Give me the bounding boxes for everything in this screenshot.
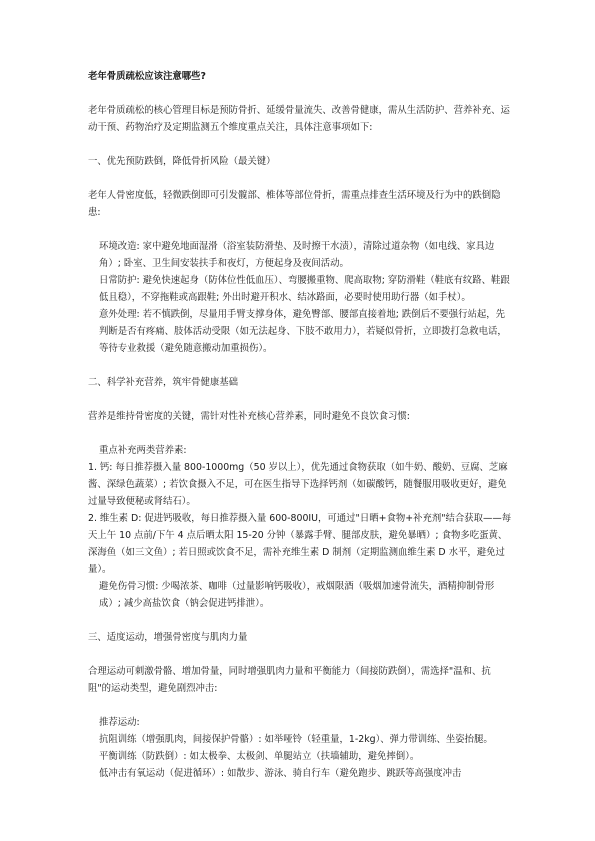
- section-1-item: 环境改造: 家中避免地面湿滑（浴室装防滑垫、及时擦干水渍），清除过道杂物（如电线、家具边角）; 卧室、卫生间安装扶手和夜灯，方便起身及夜间活动。: [99, 241, 495, 269]
- section-3-item: 抗阻训练（增强肌肉，间接保护骨骼）: 如举哑铃（轻重量，1-2kg）、弹力带训练、坐姿抬腿。: [99, 734, 493, 745]
- section-3-heading: 三、适度运动，增强骨密度与肌肉力量: [88, 632, 248, 643]
- section-2-avoid: 避免伤骨习惯: 少喝浓茶、咖啡（过量影响钙吸收），戒烟限酒（吸烟加速骨流失，酒精抑制骨形成）; 减少高盐饮食（钠会促进钙排泄）。: [99, 581, 495, 609]
- document-body: [88, 68, 513, 782]
- section-2-item: 2. 维生素 D: 促进钙吸收，每日推荐摄入量 600-800IU，可通过"日晒+食物+补充剂"结合获取——每天上午 10 点前/下午 4 点后晒太阳 15-20 分钟（暴露手臂、腿部皮肤，避免暴晒）; 食物多吃蛋黄、深海鱼（如三文鱼）; 若日照或饮食不足，需补充维生素 D 制剂（定期监测血维生素 D 水平，避免过量）。: [88, 513, 512, 575]
- section-1-heading: 一、优先预防跌倒，降低骨折风险（最关键）: [88, 156, 276, 167]
- section-3-lead: 合理运动可刺激骨骼、增加骨量，同时增强肌肉力量和平衡能力（间接防跌倒），需选择"温和、抗阻"的运动类型，避免剧烈冲击:: [88, 666, 491, 694]
- section-2-subheading: 重点补充两类营养素:: [99, 445, 187, 456]
- section-3-item: 平衡训练（防跌倒）: 如太极拳、太极剑、单腿站立（扶墙辅助，避免摔倒）。: [99, 751, 420, 762]
- section-2-lead: 营养是维持骨密度的关键，需针对性补充核心营养素，同时避免不良饮食习惯:: [88, 411, 410, 422]
- section-2-item: 1. 钙: 每日推荐摄入量 800-1000mg（50 岁以上），优先通过食物获取（如牛奶、酸奶、豆腐、芝麻酱、深绿色蔬菜）; 若饮食摄入不足，可在医生指导下选择钙剂（如碳酸钙，随餐服用吸收更好，避免过量导致便秘或肾结石）。: [88, 462, 508, 507]
- section-1-lead: 老年人骨密度低，轻微跌倒即可引发髋部、椎体等部位骨折，需重点排查生活环境及行为中的跌倒隐患:: [88, 190, 501, 218]
- section-1-item: 日常防护: 避免快速起身（防体位性低血压）、弯腰搬重物、爬高取物; 穿防滑鞋（鞋底有纹路、鞋跟低且稳），不穿拖鞋或高跟鞋; 外出时避开积水、结冰路面，必要时使用助行器（如手杖）。: [99, 275, 510, 303]
- intro-paragraph: 老年骨质疏松的核心管理目标是预防骨折、延缓骨量流失、改善骨健康，需从生活防护、营养补充、运动干预、药物治疗及定期监测五个维度重点关注，具体注意事项如下:: [88, 105, 510, 133]
- document-title: 老年骨质疏松应该注意哪些?: [88, 71, 206, 82]
- section-3-subheading: 推荐运动:: [99, 717, 140, 728]
- section-3-item: 低冲击有氧运动（促进循环）: 如散步、游泳、骑自行车（避免跑步、跳跃等高强度冲击: [99, 768, 462, 779]
- section-1-item: 意外处理: 若不慎跌倒，尽量用手臂支撑身体，避免臀部、腰部直接着地; 跌倒后不要强行站起，先判断是否有疼痛、肢体活动受限（如无法起身、下肢不敢用力），若疑似骨折，立即拨打急救电话，等待专业救援（避免随意搬动加重损伤）。: [99, 309, 507, 354]
- section-2-heading: 二、科学补充营养，筑牢骨健康基础: [88, 377, 239, 388]
